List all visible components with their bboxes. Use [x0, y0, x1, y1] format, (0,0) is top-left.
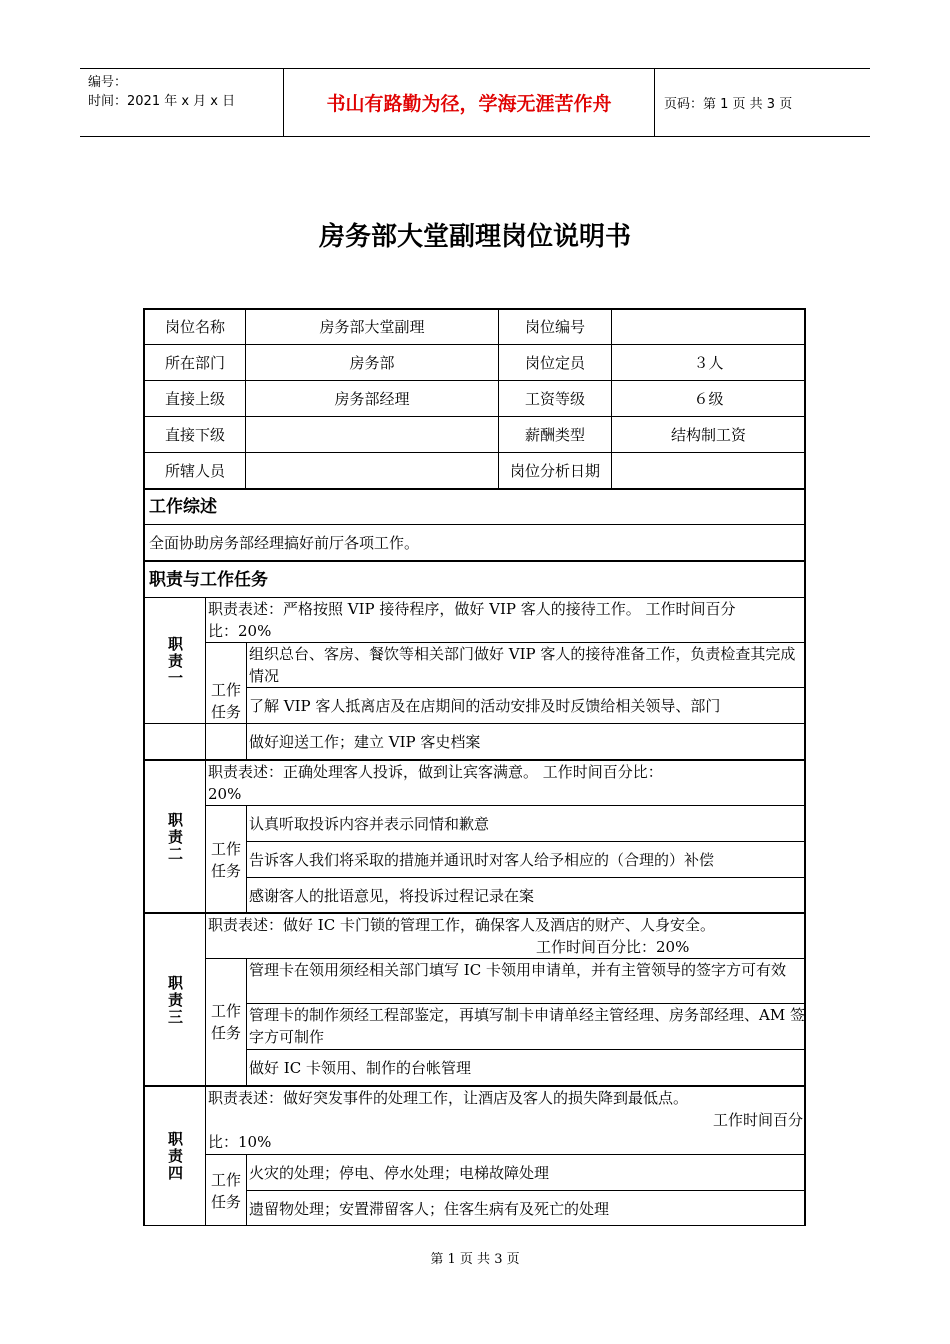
duty-description: 职责表述：做好突发事件的处理工作，让酒店及客人的损失降到最低点。 工作时间百分 比：10% — [208, 1089, 803, 1151]
task-item: 认真听取投诉内容并表示同情和歉意 — [249, 814, 490, 833]
task-label: 工作任务 — [210, 681, 241, 721]
info-label-cell: 薪酬类型 — [524, 426, 585, 444]
info-label-cell: 岗位名称 — [164, 318, 225, 336]
info-label-cell: 岗位分析日期 — [509, 462, 600, 480]
info-value-cell: 房务部经理 — [334, 390, 410, 408]
task-label: 工作任务 — [210, 839, 241, 880]
task-item: 感谢客人的批语意见，将投诉过程记录在案 — [249, 886, 535, 905]
task-item: 管理卡的制作须经工程部鉴定，再填写制卡申请单经主管经理、房务部经理、AM 签字方可制作 — [249, 1006, 805, 1046]
info-value-cell — [246, 454, 498, 488]
duty-label: 职责三 — [166, 974, 184, 1026]
task-item: 管理卡在领用须经相关部门填写 IC 卡领用申请单，并有主管领导的签字方可有效 — [249, 961, 786, 979]
number-label: 编号： — [88, 75, 128, 90]
header-meta — [88, 73, 235, 111]
info-value-cell: ３人 — [693, 354, 724, 372]
info-label-cell: 直接下级 — [164, 426, 225, 444]
info-value-cell — [612, 454, 805, 488]
task-item: 告诉客人我们将采取的措施并通讯时对客人给予相应的（合理的）补偿 — [249, 850, 715, 869]
task-item: 火灾的处理；停电、停水处理；电梯故障处理 — [249, 1163, 550, 1182]
summary-text: 全面协助房务部经理搞好前厅各项工作。 — [149, 534, 420, 552]
task-item: 了解 VIP 客人抵离店及在店期间的活动安排及时反馈给相关领导、部门 — [249, 696, 721, 715]
page-title: 房务部大堂副理岗位说明书 — [318, 222, 631, 252]
summary-heading: 工作综述 — [149, 497, 217, 517]
task-label: 工作任务 — [210, 1002, 241, 1042]
info-label-cell: 所在部门 — [164, 354, 225, 372]
info-value-cell — [612, 310, 805, 344]
task-label: 工作任务 — [210, 1170, 241, 1211]
page-header — [80, 68, 870, 137]
info-label-cell: 工资等级 — [524, 390, 585, 408]
info-value-cell: 结构制工资 — [670, 426, 746, 444]
task-item: 组织总台、客房、餐饮等相关部门做好 VIP 客人的接待准备工作，负责检查其完成情况 — [249, 645, 796, 685]
info-label-cell: 所辖人员 — [164, 462, 225, 480]
info-value-cell: 房务部大堂副理 — [319, 318, 425, 336]
duties-heading: 职责与工作任务 — [149, 570, 268, 590]
task-item: 做好迎送工作；建立 VIP 客史档案 — [249, 732, 481, 751]
info-value-cell — [246, 418, 498, 452]
duty-label: 职责四 — [166, 1131, 184, 1182]
info-label-cell: 岗位定员 — [524, 354, 585, 372]
duty-description: 职责表述：正确处理客人投诉，做到让宾客满意。 工作时间百分比： 20% — [208, 763, 663, 803]
duty-description: 职责表述：严格按照 VIP 接待程序，做好 VIP 客人的接待工作。 工作时间百分 比：20% — [208, 600, 736, 640]
page-info: 页码：第 1 页 共 3 页 — [664, 97, 793, 112]
duty-label: 职责一 — [166, 635, 184, 687]
time-label: 时间：2021 年 x 月 x 日 — [88, 94, 236, 109]
info-label-cell: 直接上级 — [164, 390, 225, 408]
duty-label: 职责二 — [166, 811, 184, 863]
info-value-cell: 房务部 — [349, 354, 395, 372]
info-value-cell: ６级 — [693, 390, 724, 408]
info-label-cell: 岗位编号 — [524, 318, 585, 336]
motto: 书山有路勤为径，学海无涯苦作舟 — [283, 69, 655, 136]
duty-description: 职责表述：做好 IC 卡门锁的管理工作，确保客人及酒店的财产、人身安全。 工作时间百分比：20% — [208, 916, 715, 956]
page-footer: 第 1 页 共 3 页 — [430, 1252, 520, 1267]
task-item: 遗留物处理；安置滞留客人；住客生病有及死亡的处理 — [249, 1199, 610, 1218]
task-item: 做好 IC 卡领用、制作的台帐管理 — [249, 1058, 471, 1077]
